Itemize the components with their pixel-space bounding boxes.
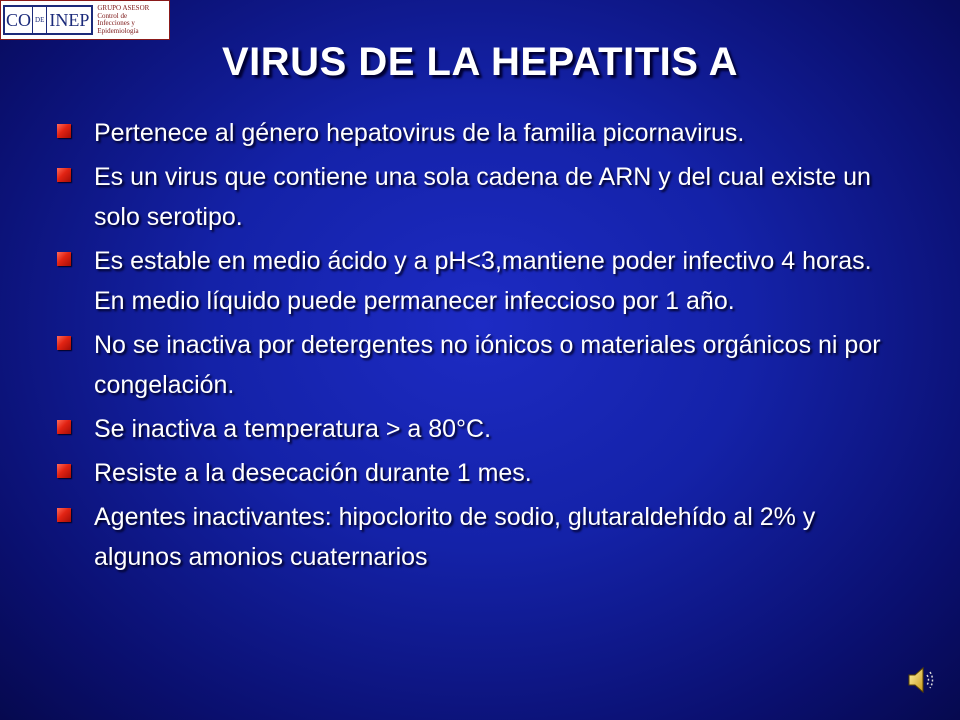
logo-caption-line: Infecciones y (97, 19, 135, 27)
speaker-icon-graphic (906, 664, 938, 696)
bullet-item (57, 241, 902, 321)
bullet-text: Se inactiva a temperatura > a 80°C. (94, 415, 492, 443)
square-bullet-icon (57, 508, 71, 522)
square-bullet-icon (57, 464, 71, 478)
bullet-item (57, 157, 902, 237)
bullet-item (57, 325, 902, 405)
logo-caption-line: Epidemiología (97, 26, 139, 35)
logo-caption (97, 5, 149, 35)
square-bullet-icon (57, 420, 71, 434)
bullet-text: Es un virus que contiene una sola cadena de ARN y del cual existe un solo serotipo. (94, 163, 871, 231)
square-bullet-icon (57, 252, 71, 266)
square-bullet-icon (57, 336, 71, 350)
logo (0, 0, 170, 40)
square-bullet-icon (57, 124, 71, 138)
bullet-text: Agentes inactivantes: hipoclorito de sodio, glutaraldehído al 2% y algunos amonios cuaternarios (94, 503, 816, 571)
logo-caption-line: GRUPO ASESOR (97, 4, 150, 12)
square-bullet-icon (57, 168, 71, 182)
bullet-list (57, 113, 902, 581)
speaker-icon[interactable] (906, 664, 938, 696)
bullet-item (57, 409, 902, 449)
logo-co: CO (6, 10, 32, 30)
bullet-text: No se inactiva por detergentes no iónicos o materiales orgánicos ni por congelación. (94, 331, 881, 399)
logo-mark (3, 5, 93, 35)
bullet-item (57, 453, 902, 493)
bullet-item (57, 113, 902, 153)
bullet-text: Es estable en medio ácido y a pH<3,mantiene poder infectivo 4 horas. En medio líquido puede permanecer infeccioso por 1 año. (94, 247, 872, 315)
bullet-item (57, 497, 902, 577)
slide-title: VIRUS DE LA HEPATITIS A (222, 40, 738, 84)
bullet-text: Resiste a la desecación durante 1 mes. (94, 459, 532, 487)
logo-caption-line: Control de (97, 11, 128, 20)
logo-de: DE (32, 7, 47, 33)
logo-inep: INEP (49, 10, 90, 30)
bullet-text: Pertenece al género hepatovirus de la familia picornavirus. (94, 119, 745, 147)
